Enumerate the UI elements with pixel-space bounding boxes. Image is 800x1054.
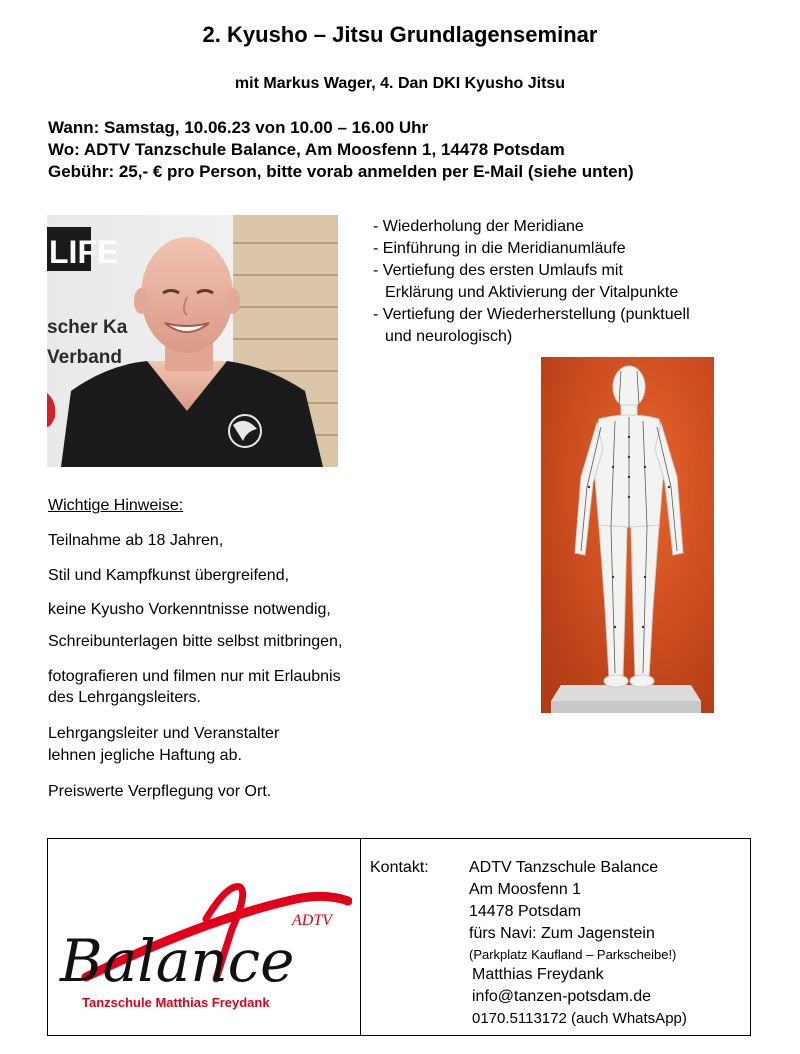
topic-item: Erklärung und Aktivierung der Vitalpunkte bbox=[385, 284, 679, 301]
note-item: lehnen jegliche Haftung ab. bbox=[48, 747, 242, 764]
contact-line: fürs Navi: Zum Jagenstein bbox=[469, 925, 655, 942]
info-fee: Gebühr: 25,- € pro Person, bitte vorab anmelden per E-Mail (siehe unten) bbox=[48, 162, 634, 181]
acupuncture-model-photo bbox=[541, 357, 714, 713]
info-where: Wo: ADTV Tanzschule Balance, Am Moosfenn 1, 14478 Potsdam bbox=[48, 140, 565, 159]
contact-line: Matthias Freydank bbox=[472, 966, 604, 983]
page-title: 2. Kyusho – Jitsu Grundlagenseminar bbox=[202, 22, 598, 47]
topics-list bbox=[373, 216, 773, 348]
note-item: des Lehrgangsleiters. bbox=[48, 689, 201, 706]
logo-tagline: Tanzschule Matthias Freydank bbox=[82, 995, 270, 1010]
contact-line: (Parkplatz Kaufland – Parkscheibe!) bbox=[469, 947, 677, 962]
contact-label: Kontakt: bbox=[370, 859, 429, 876]
logo-badge: ADTV bbox=[292, 912, 332, 929]
note-item: Lehrgangsleiter und Veranstalter bbox=[48, 725, 280, 742]
note-item: Schreibunterlagen bitte selbst mitbringen, bbox=[48, 633, 343, 650]
contact-line: ADTV Tanzschule Balance bbox=[469, 859, 659, 876]
topic-item: und neurologisch) bbox=[385, 328, 513, 345]
contact-line: 14478 Potsdam bbox=[469, 903, 582, 920]
instructor-photo bbox=[47, 215, 338, 467]
balance-logo bbox=[56, 879, 352, 1019]
banner-text-life: LIFE bbox=[49, 234, 119, 270]
logo-wordmark: Balance bbox=[60, 927, 295, 995]
contact-line: Am Moosfenn 1 bbox=[469, 881, 582, 898]
topic-item: - Einführung in die Meridianumläufe bbox=[373, 240, 626, 257]
topic-item: - Vertiefung des ersten Umlaufs mit bbox=[373, 262, 623, 279]
note-item: Stil und Kampfkunst übergreifend, bbox=[48, 567, 290, 584]
topic-item: - Vertiefung der Wiederherstellung (punktuell bbox=[373, 306, 690, 323]
note-item: fotografieren und filmen nur mit Erlaubnis bbox=[48, 668, 341, 685]
contact-box bbox=[47, 838, 751, 1036]
info-when: Wann: Samstag, 10.06.23 von 10.00 – 16.00 Uhr bbox=[48, 118, 429, 137]
contact-email[interactable]: info@tanzen-potsdam.de bbox=[472, 988, 652, 1005]
note-item: Teilnahme ab 18 Jahren, bbox=[48, 532, 224, 549]
banner-text-2: scher Ka bbox=[47, 317, 128, 338]
banner-text-3: Verband bbox=[47, 347, 122, 368]
note-item: Preiswerte Verpflegung vor Ort. bbox=[48, 783, 272, 800]
note-item: keine Kyusho Vorkenntnisse notwendig, bbox=[48, 601, 331, 618]
notes-title: Wichtige Hinweise: bbox=[48, 497, 184, 514]
topic-item: - Wiederholung der Meridiane bbox=[373, 218, 584, 235]
contact-divider bbox=[360, 839, 361, 1035]
contact-phone: 0170.5113172 (auch WhatsApp) bbox=[472, 1010, 687, 1027]
page-subtitle: mit Markus Wager, 4. Dan DKI Kyusho Jitsu bbox=[234, 75, 566, 92]
